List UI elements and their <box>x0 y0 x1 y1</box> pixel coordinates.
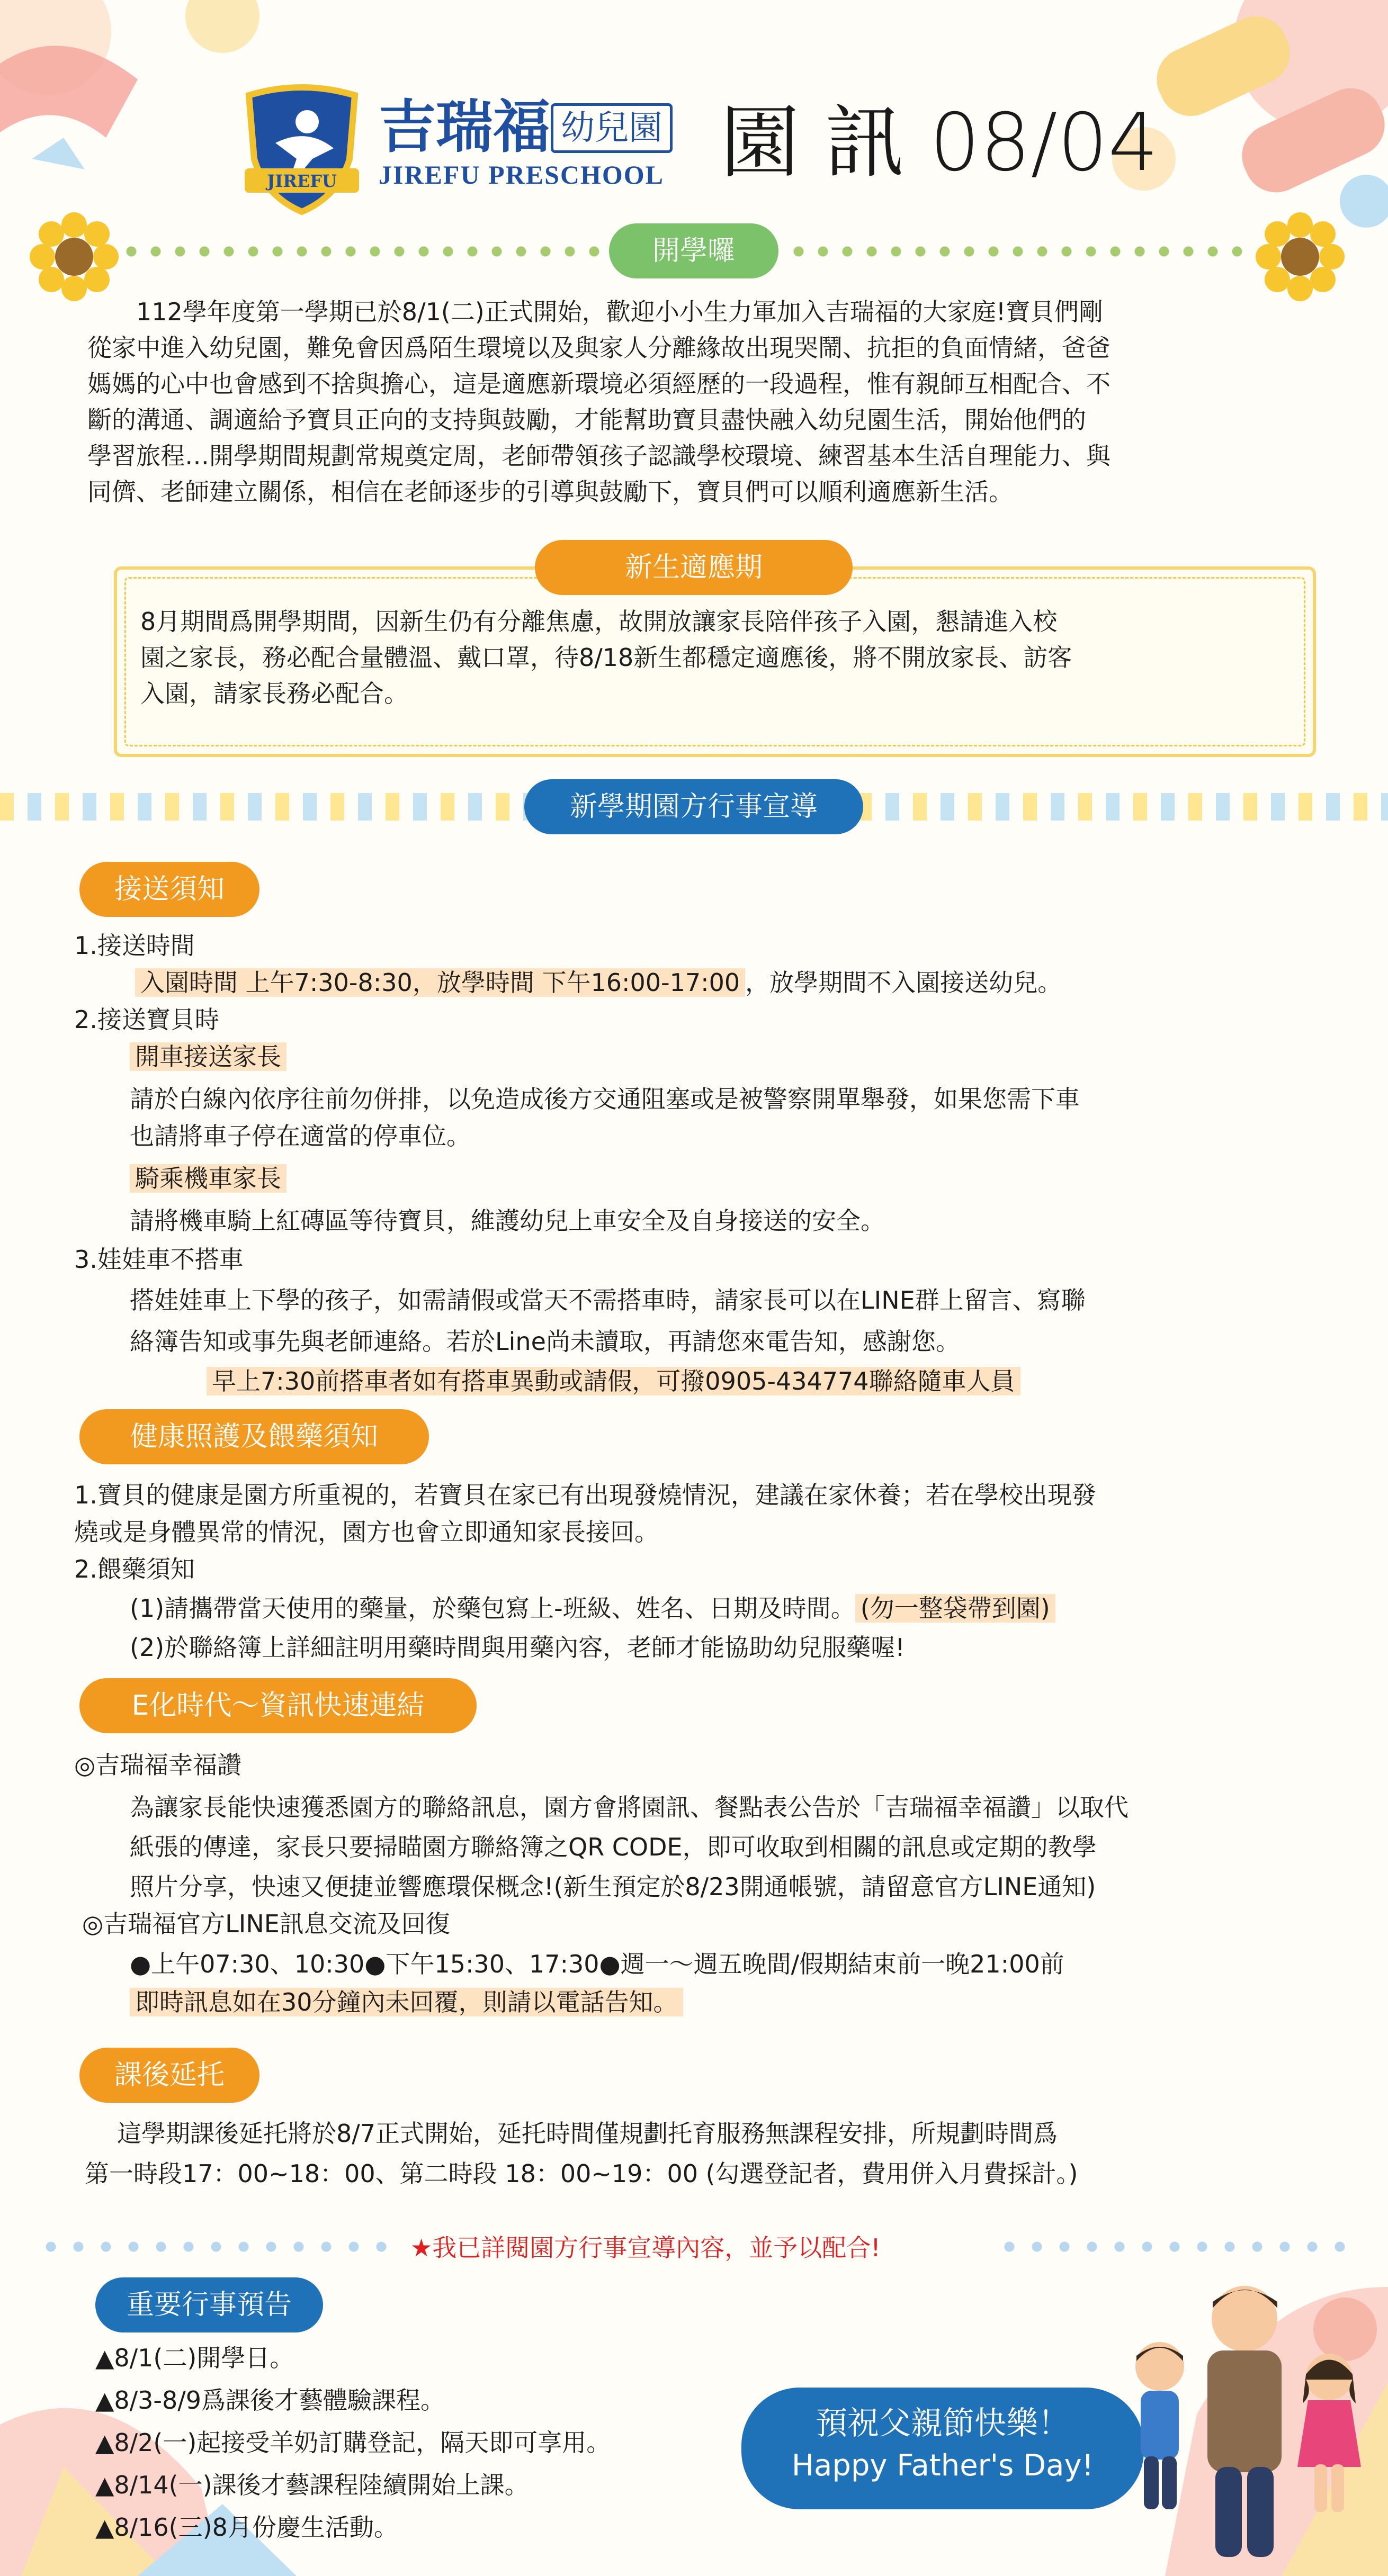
moto-parent-line-1: 請將機車騎上紅磚區等待寶貝，維護幼兒上車安全及自身接送的安全。 <box>130 1206 885 1235</box>
page-title: 園 訊 08/04 <box>720 97 1159 189</box>
event-item-3: ▲8/2(一)起接受羊奶訂購登記，隔天即可享用。 <box>95 2428 611 2457</box>
medicine-heading: 2.餵藥須知 <box>74 1555 195 1583</box>
health-line-2: 燒或是身體異常的情況，園方也會立即通知家長接回。 <box>74 1518 659 1546</box>
dot-divider-right <box>996 2240 1345 2253</box>
checker-divider-right <box>858 793 1388 821</box>
adapt-paragraph <box>140 604 1295 711</box>
after-line-2: 第一時段17：00~18：00、第二時段 18：00~19：00 (勾選登記者，費用併入月費採計。) <box>85 2159 1078 2188</box>
open-line-6: 同儕、老師建立關係，相信在老師逐步的引導與鼓勵下，寶貝們可以順利適應新生活。 <box>87 478 1013 506</box>
event-item-5: ▲8/16(三)8月份慶生活動。 <box>95 2513 398 2542</box>
pickup-heading-bus: 3.娃娃車不搭車 <box>74 1245 244 1274</box>
info-line-3: 照片分享，快速又便捷並響應環保概念!(新生預定於8/23開通帳號，請留意官方LINE通知) <box>130 1872 1096 1901</box>
info-heading-app: ◎吉瑞福幸福讚 <box>74 1751 242 1779</box>
car-parent-line-1: 請於白線內依序往前勿併排，以免造成後方交通阻塞或是被警察開單舉發，如果您需下車 <box>130 1085 1080 1113</box>
open-line-2: 從家中進入幼兒園，難免會因爲陌生環境以及與家人分離緣故出現哭鬧、抗拒的負面情緒，爸爸 <box>87 334 1111 362</box>
sunflower-left-icon <box>29 212 119 302</box>
fathers-day-bubble <box>741 2388 1144 2509</box>
medicine-line-1-text: (1)請攜帶當天使用的藥量，於藥包寫上-班級、姓名、日期及時間。 <box>130 1594 855 1623</box>
fathers-day-cn: 預祝父親節快樂！ <box>816 2405 1070 2442</box>
bus-highlight-line <box>207 1363 1020 1399</box>
medicine-line-1 <box>130 1590 1055 1626</box>
fathers-day-en: Happy Father's Day! <box>791 2448 1094 2483</box>
section-label-info: E化時代～資訊快速連結 <box>79 1678 477 1733</box>
info-heading-line: ◎吉瑞福官方LINE訊息交流及回復 <box>82 1910 450 1938</box>
medicine-line-2: (2)於聯絡簿上詳細註明用藥時間與用藥內容，老師才能協助幼兒服藥喔! <box>130 1633 905 1662</box>
after-line-1: 這學期課後延托將於8/7正式開始，延托時間僅規劃托育服務無課程安排，所規劃時間爲 <box>93 2119 1058 2148</box>
dot-divider-left <box>37 2240 387 2253</box>
open-paragraph <box>87 294 1321 510</box>
medicine-highlight: (勿一整袋帶到園) <box>855 1594 1055 1623</box>
pickup-heading-time: 1.接送時間 <box>74 931 195 960</box>
event-item-2: ▲8/3-8/9爲課後才藝體驗課程。 <box>95 2386 445 2415</box>
section-label-pickup: 接送須知 <box>79 862 259 917</box>
brand-english: JIREFU PRESCHOOL <box>379 160 665 190</box>
sunflower-right-icon <box>1255 212 1345 302</box>
brand-tag: 幼兒園 <box>551 103 673 153</box>
confirm-statement: ★我已詳閱園方行事宣導內容，並予以配合! <box>410 2233 881 2262</box>
info-highlight: 即時訊息如在30分鐘內未回覆，則請以電話告知。 <box>130 1988 683 2016</box>
open-line-4: 斷的溝通、調適給予寶貝正向的支持與鼓勵，才能幫助寶貝盡快融入幼兒園生活，開始他們的 <box>87 406 1086 434</box>
vine-divider-left <box>119 245 606 258</box>
section-label-policy: 新學期園方行事宣導 <box>524 779 863 834</box>
info-line-4: ●上午07:30、10:30●下午15:30、17:30●週一～週五晚間/假期結束前一晚21:00前 <box>130 1950 1064 1978</box>
pickup-heading-drop: 2.接送寶貝時 <box>74 1005 219 1034</box>
pickup-time-rest: ，放學期間不入園接送幼兒。 <box>745 968 1062 997</box>
vine-divider-right <box>786 245 1252 258</box>
open-line-5: 學習旅程…開學期間規劃常規奠定周，老師帶領孩子認識學校環境、練習基本生活自理能力、與 <box>87 442 1111 470</box>
section-label-health: 健康照護及餵藥須知 <box>79 1409 429 1464</box>
event-item-1: ▲8/1(二)開學日。 <box>95 2344 294 2372</box>
logo-badge-text: JIREFU <box>267 171 337 191</box>
checker-divider-left <box>0 793 530 821</box>
health-line-1: 1.寶貝的健康是園方所重視的，若寶貝在家已有出現發燒情況，建議在家休養；若在學校出現發 <box>74 1481 1096 1509</box>
adapt-line-2: 園之家長，務必配合量體溫、戴口罩，待8/18新生都穩定適應後，將不開放家長、訪客 <box>140 643 1072 672</box>
car-parent-label <box>130 1039 286 1075</box>
open-line-1: 112學年度第一學期已於8/1(二)正式開始，歡迎小小生力軍加入吉瑞福的大家庭!寶貝們剛 <box>87 298 1104 326</box>
adapt-line-1: 8月期間爲開學期間，因新生仍有分離焦慮，故開放讓家長陪伴孩子入園，懇請進入校 <box>140 607 1058 636</box>
family-illustration-icon <box>1123 2271 1366 2568</box>
car-parent-highlight: 開車接送家長 <box>130 1042 286 1071</box>
brand-name: 吉瑞福 <box>379 94 551 160</box>
bus-line-2: 絡簿告知或事先與老師連絡。若於Line尚未讀取，再請您來電告知，感謝您。 <box>130 1327 960 1356</box>
event-item-4: ▲8/14(一)課後才藝課程陸續開始上課。 <box>95 2471 529 2499</box>
section-label-events: 重要行事預告 <box>95 2277 323 2332</box>
info-line-1: 為讓家長能快速獲悉園方的聯絡訊息，園方會將園訊、餐點表公告於「吉瑞福幸福讚」以取代 <box>130 1793 1129 1822</box>
pickup-time-line <box>135 965 1062 1001</box>
pickup-time-highlight: 入園時間 上午7:30-8:30，放學時間 下午16:00-17:00 <box>135 968 745 997</box>
info-line-5 <box>130 1984 683 2020</box>
section-label-after: 課後延托 <box>79 2048 259 2103</box>
moto-parent-label <box>130 1160 286 1196</box>
bus-highlight: 早上7:30前搭車者如有搭車異動或請假，可撥0905-434774聯絡隨車人員 <box>207 1367 1020 1395</box>
section-label-adapt: 新生適應期 <box>535 540 853 595</box>
school-logo-badge <box>233 79 371 217</box>
car-parent-line-2: 也請將車子停在適當的停車位。 <box>130 1122 471 1150</box>
bus-line-1: 搭娃娃車上下學的孩子，如需請假或當天不需搭車時，請家長可以在LINE群上留言、寫聯 <box>130 1286 1086 1314</box>
info-line-2: 紙張的傳達，家長只要掃瞄園方聯絡簿之QR CODE，即可收取到相關的訊息或定期的教學 <box>130 1833 1097 1861</box>
moto-parent-highlight: 騎乘機車家長 <box>130 1164 286 1193</box>
section-label-open: 開學囉 <box>609 223 778 278</box>
open-line-3: 媽媽的心中也會感到不捨與擔心，這是適應新環境必須經歷的一段過程，惟有親師互相配合、不 <box>87 370 1111 398</box>
adapt-line-3: 入園，請家長務必配合。 <box>140 679 408 708</box>
